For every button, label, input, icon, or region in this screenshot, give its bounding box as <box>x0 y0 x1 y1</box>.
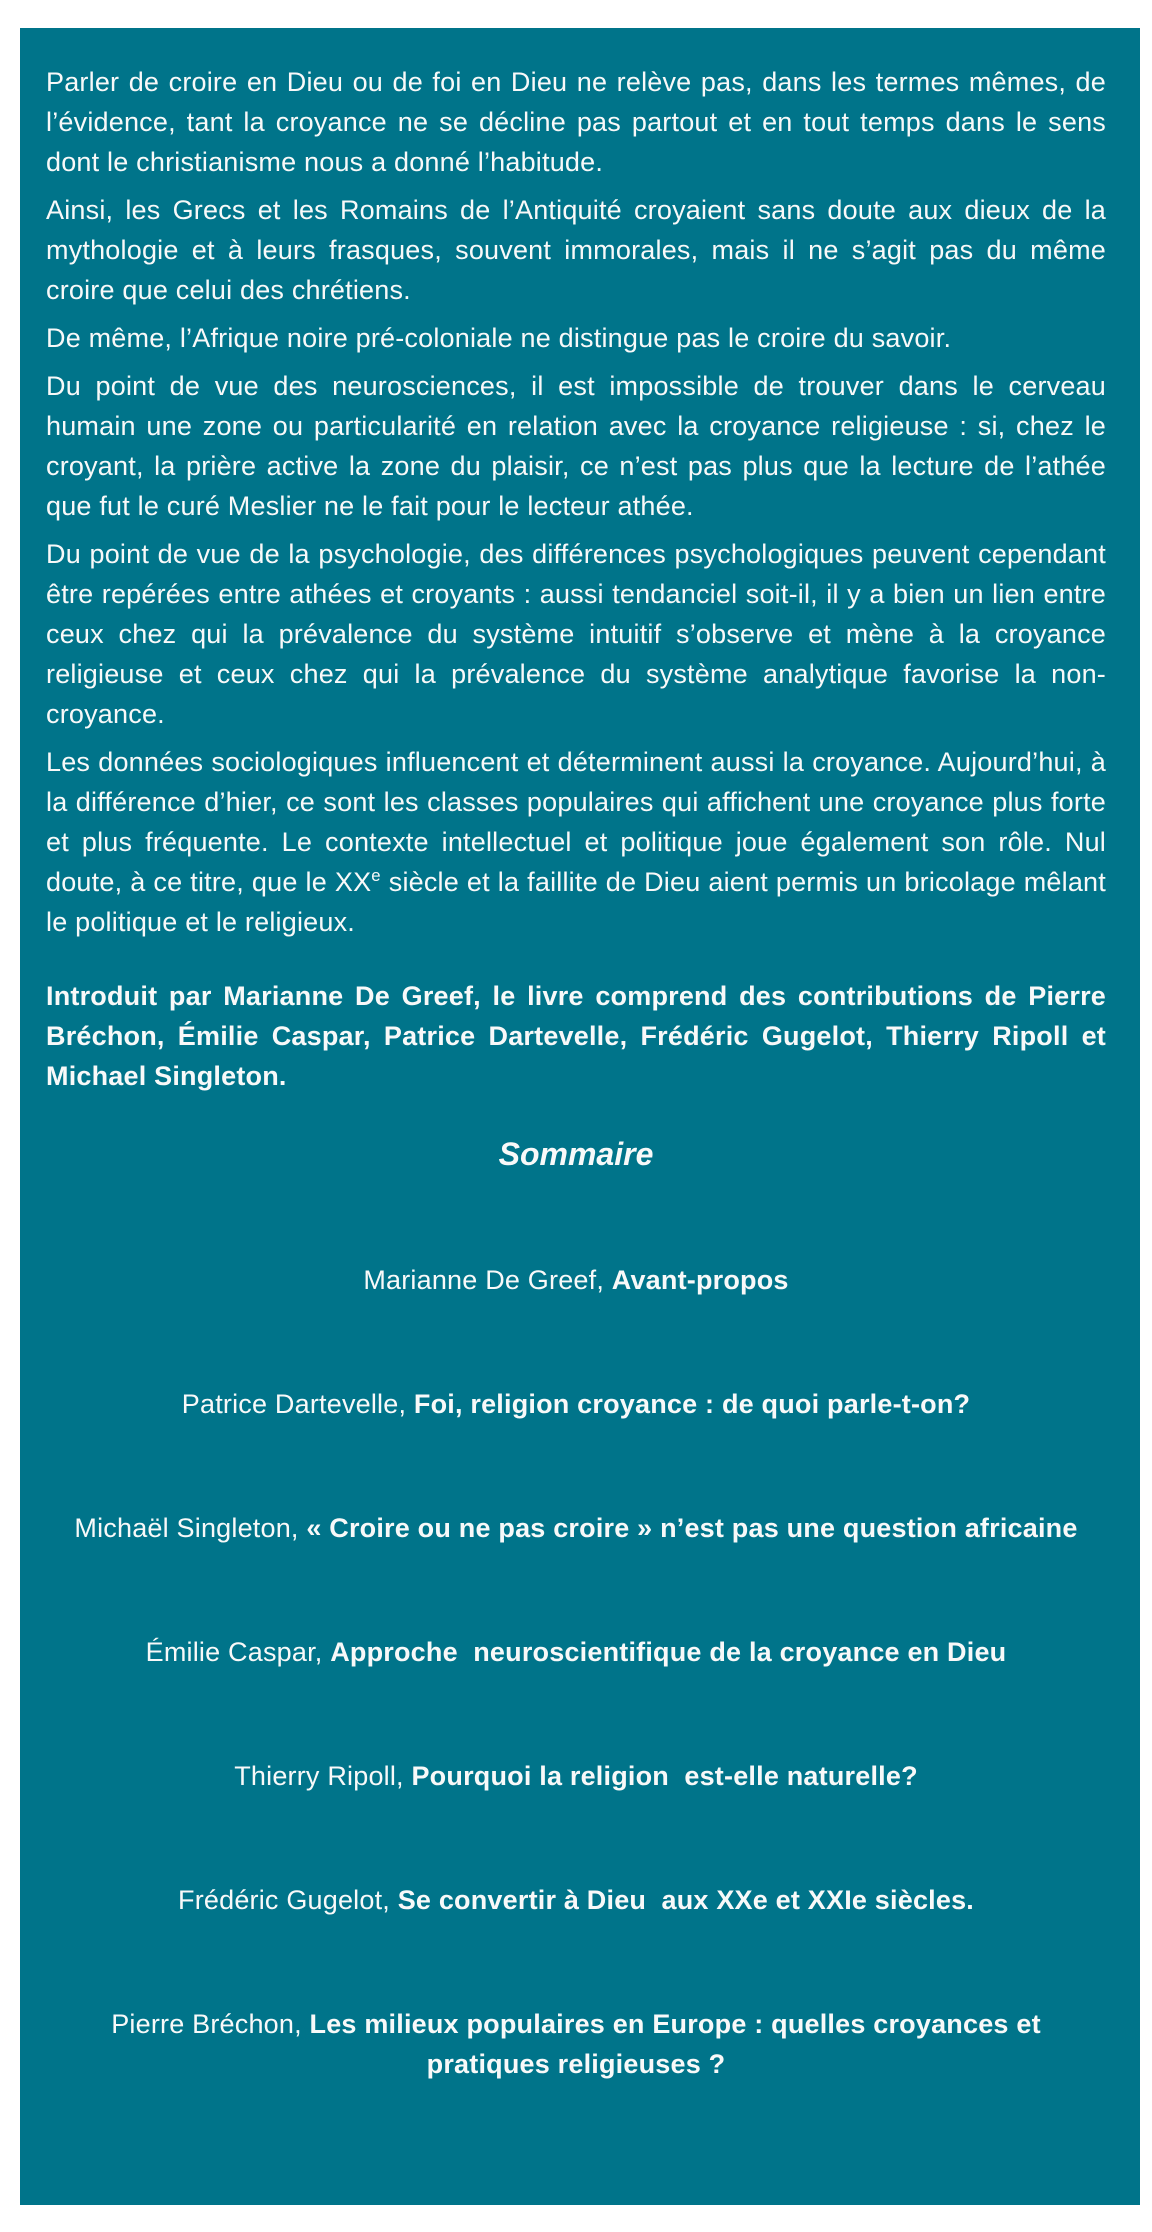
toc-author: Thierry Ripoll, <box>234 1761 412 1791</box>
toc-title: Avant-propos <box>611 1265 789 1295</box>
paragraph-4: Du point de vue des neurosciences, il est impossible de trouver dans le cerveau humain une zone ou particularité en relation avec la croyance religieuse : si, chez le croyant, la prière active la zone du plaisir, ce n’est pas plus que la lecture de l’athée que fut le curé Meslier ne le fait pour le lecteur athée. <box>46 371 1106 521</box>
toc-author: Michaël Singleton, <box>74 1513 307 1543</box>
toc-author: Frédéric Gugelot, <box>178 1885 398 1915</box>
toc-entry-se-convertir <box>46 1880 1106 1920</box>
toc-author: Marianne De Greef, <box>363 1265 612 1295</box>
toc-author: Émilie Caspar, <box>145 1637 331 1667</box>
toc-title: Les milieux populaires en Europe : quelles croyances et pratiques religieuses ? <box>309 2009 1049 2079</box>
toc-entry-avant-propos <box>46 1260 1106 1300</box>
toc-entry-religion-naturelle <box>46 1756 1106 1796</box>
paragraph-5: Du point de vue de la psychologie, des différences psychologiques peuvent cependant être repérées entre athées et croyants : aussi tendanciel soit-il, il y a bien un lien entre ceux chez qui la prévalence du système intuitif s’observe et mène à la croyance religieuse et ceux chez qui la prévalence du système analytique favorise la non-croyance. <box>46 539 1106 729</box>
contributors-paragraph: Introduit par Marianne De Greef, le livre comprend des contributions de Pierre Bréchon, Émilie Caspar, Patrice Dartevelle, Frédéric Gugelot, Thierry Ripoll et Michael Singleton. <box>46 981 1106 1091</box>
sommaire-heading: Sommaire <box>498 1136 654 1172</box>
toc-entry-approche-neuroscientifique <box>46 1632 1106 1672</box>
book-description-card <box>20 28 1140 2205</box>
paragraph-6 <box>46 742 1106 942</box>
century-superscript: e <box>371 866 381 885</box>
toc-author: Patrice Dartevelle, <box>181 1389 414 1419</box>
paragraph-1: Parler de croire en Dieu ou de foi en Dieu ne relève pas, dans les termes mêmes, de l’évidence, tant la croyance ne se décline pas partout et en tout temps dans le sens dont le christianisme nous a donné l’habitude. <box>46 67 1106 177</box>
toc-entry-milieux-populaires <box>46 2004 1106 2084</box>
paragraph-6-text: Les données sociologiques influencent et déterminent aussi la croyance. Aujourd’hui, à la différence d’hier, ce sont les classes populaires qui affichent une croyance plus forte et plus fréquente. Le contexte intellectuel et politique joue également son rôle. Nul doute, à ce titre, que le XX <box>46 747 1106 897</box>
toc-entry-foi-religion-croyance <box>46 1384 1106 1424</box>
toc-title: Se convertir à Dieu aux XXe et XXIe siècles. <box>397 1885 974 1915</box>
toc-entry-question-africaine <box>46 1508 1106 1548</box>
toc-title: « Croire ou ne pas croire » n’est pas une question africaine <box>306 1513 1078 1543</box>
paragraph-3: De même, l’Afrique noire pré-coloniale ne distingue pas le croire du savoir. <box>46 323 952 353</box>
toc-title: Approche neuroscientifique de la croyance en Dieu <box>330 1637 1007 1667</box>
paragraph-2: Ainsi, les Grecs et les Romains de l’Antiquité croyaient sans doute aux dieux de la mythologie et à leurs frasques, souvent immorales, mais il ne s’agit pas du même croire que celui des chrétiens. <box>46 195 1106 305</box>
toc-title: Foi, religion croyance : de quoi parle-t-on? <box>413 1389 971 1419</box>
paragraph-6-continuation: siècle et la faillite de Dieu aient permis un bricolage mêlant le politique et le religieux. <box>46 867 1106 937</box>
toc-author: Pierre Bréchon, <box>111 2009 310 2039</box>
toc-title: Pourquoi la religion est-elle naturelle? <box>411 1761 918 1791</box>
